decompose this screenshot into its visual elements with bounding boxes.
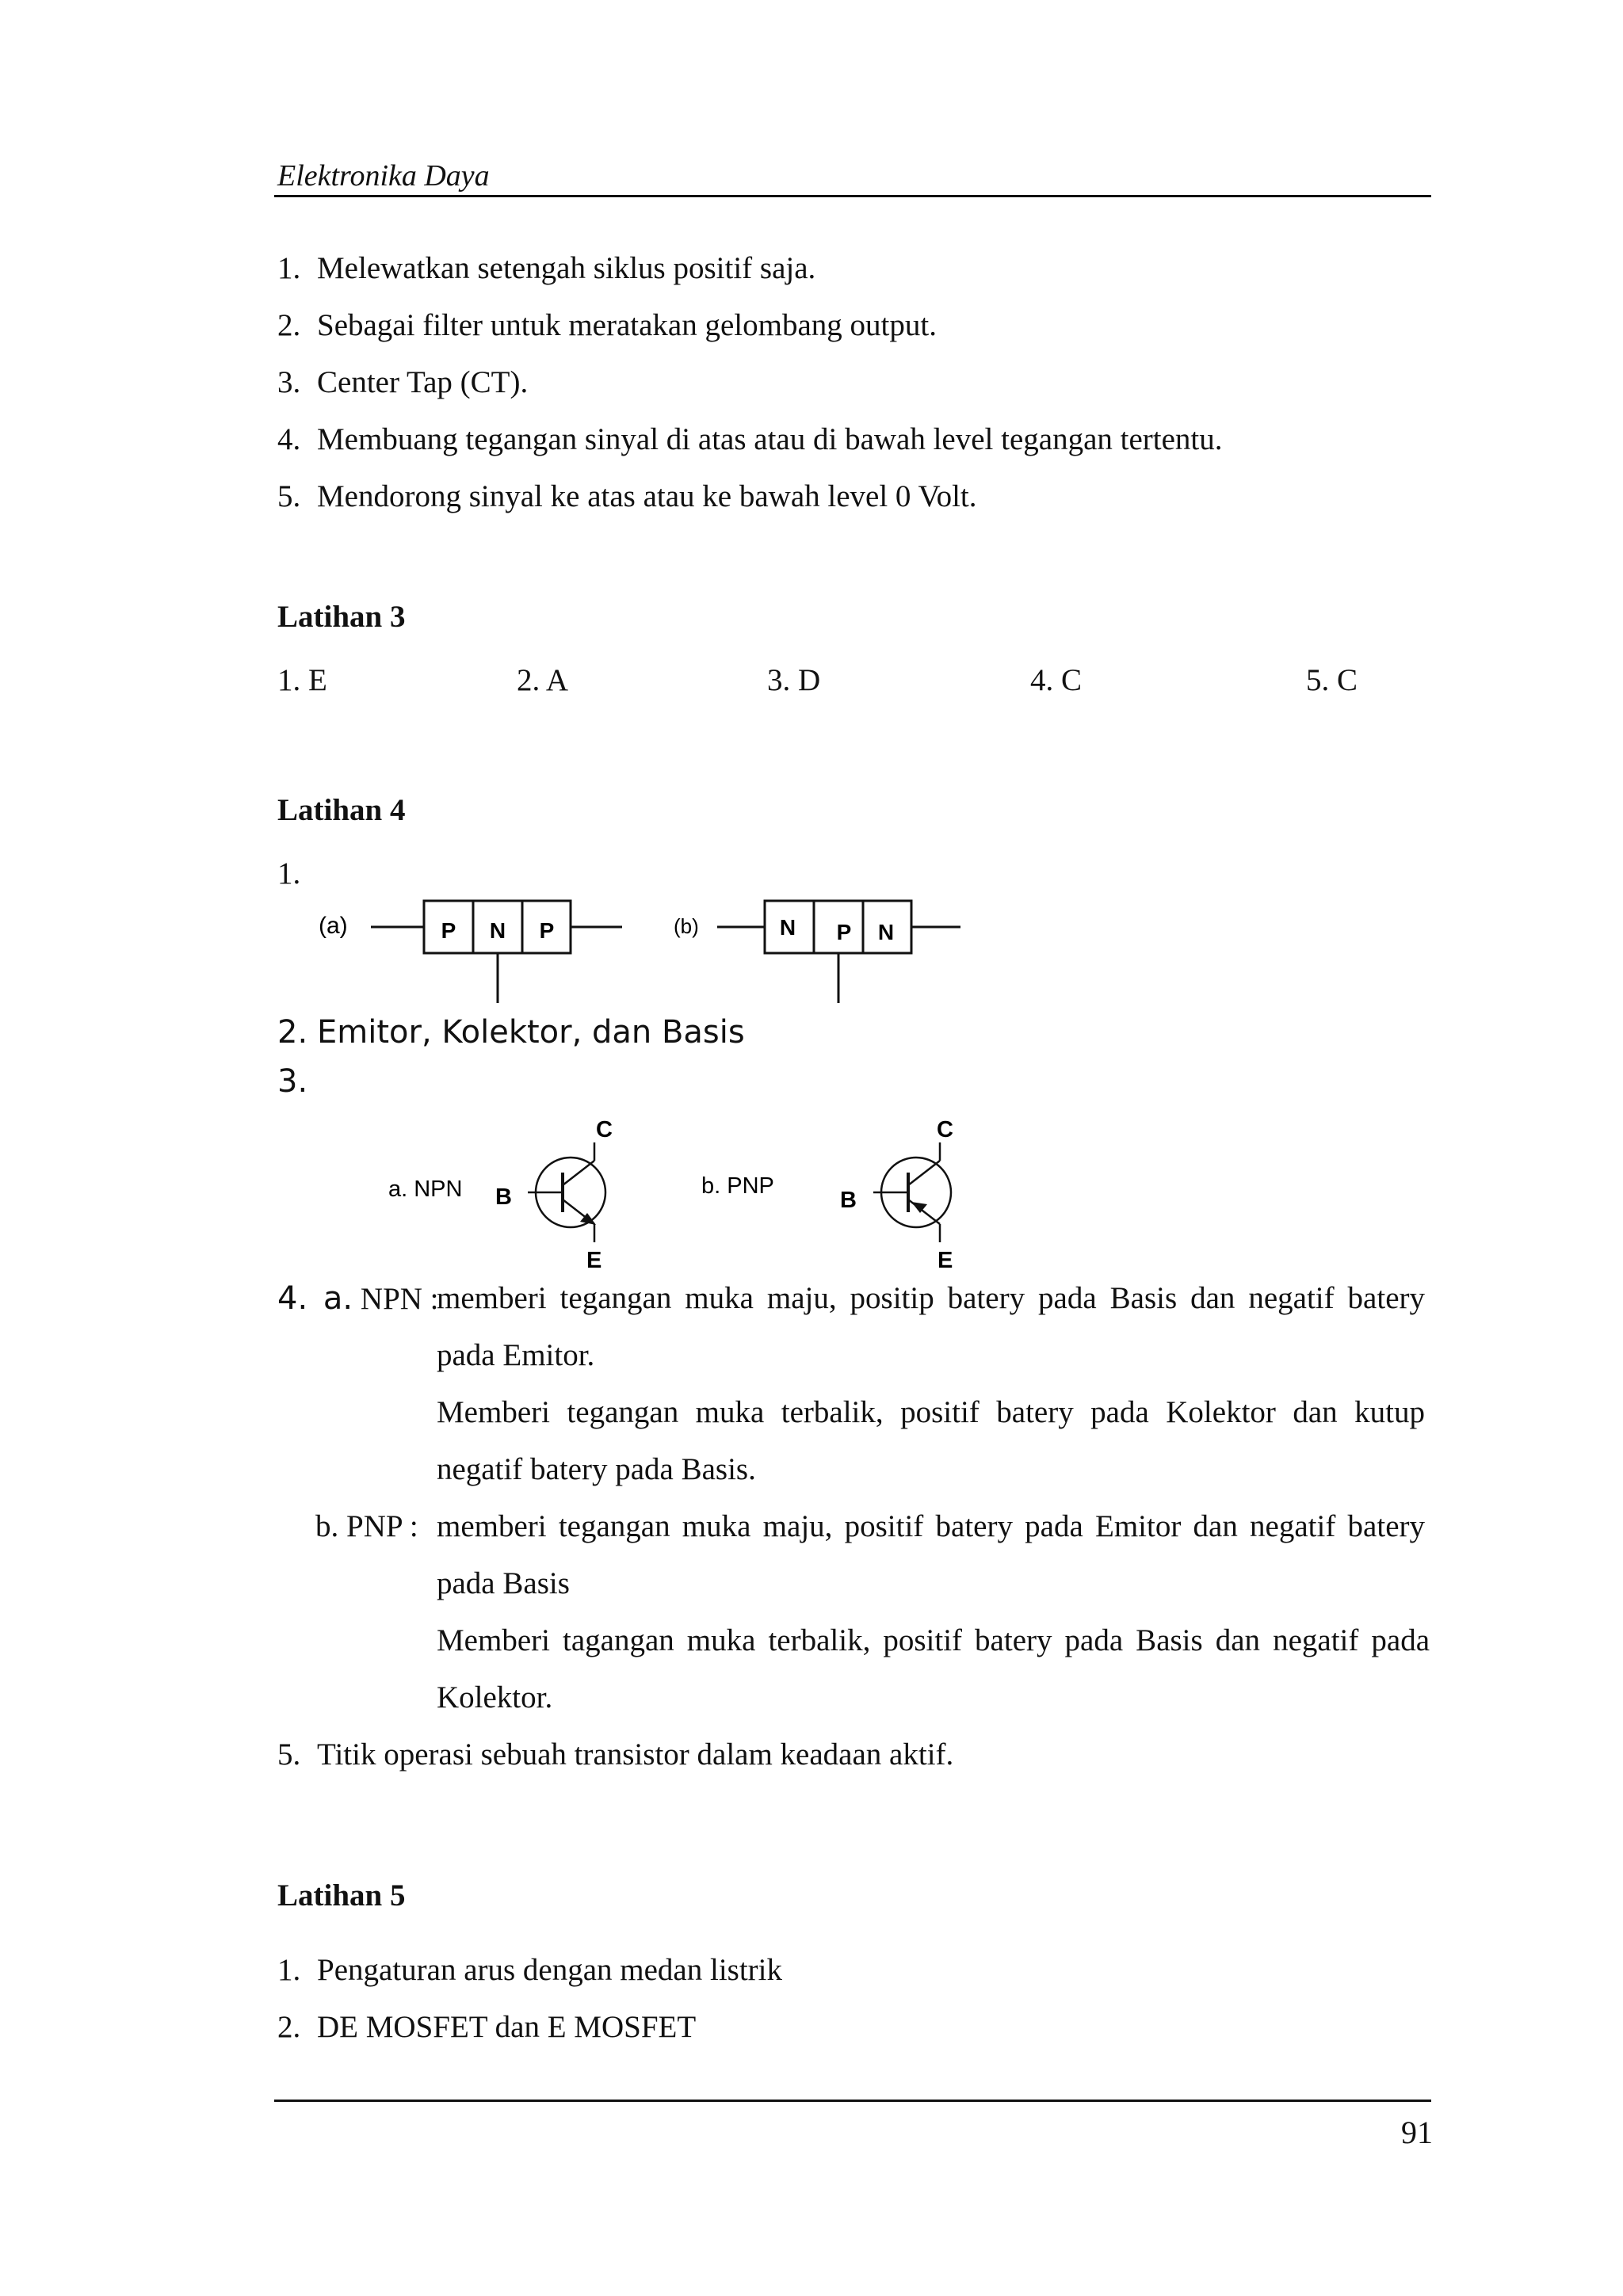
answer-item: 1. E (277, 663, 327, 697)
npn-base-label: B (495, 1184, 512, 1210)
item-4-a-text: Memberi tegangan muka terbalik, positif batery pada Kolektor dan kutup (437, 1395, 1425, 1429)
diagram-a-cell: P (539, 918, 555, 943)
item-4-a-text: negatif batery pada Basis. (437, 1452, 756, 1486)
npn-collector-line (563, 1161, 594, 1185)
item-4-b-text: Memberi tagangan muka terbalik, positif batery pada Basis dan negatif pada (437, 1623, 1430, 1657)
list-item: 5. Mendorong sinyal ke atas atau ke bawah level 0 Volt. (277, 479, 977, 513)
list-item: 3. Center Tap (CT). (277, 365, 529, 399)
npn-label: a. NPN (388, 1177, 463, 1202)
item-number: 1. (277, 856, 301, 891)
pnp-emitter-label: E (938, 1248, 953, 1273)
latihan-4-heading: Latihan 4 (277, 793, 406, 827)
diagram-b-cell: N (877, 920, 895, 944)
pnp-base-label: B (840, 1188, 857, 1213)
npn-emitter-label: E (586, 1248, 602, 1273)
item-4-b-text: memberi tegangan muka maju, positif batery pada Emitor dan negatif batery (437, 1509, 1425, 1543)
footer-rule (274, 2100, 1431, 2102)
running-header: Elektronika Daya (277, 159, 490, 193)
list-item: 5. Titik operasi sebuah transistor dalam keadaan aktif. (277, 1737, 954, 1772)
page-number: 91 (1401, 2115, 1433, 2150)
latihan-5-heading: Latihan 5 (277, 1878, 406, 1913)
item-4-a-prefix: a. (323, 1280, 353, 1317)
list-item: 1. Pengaturan arus dengan medan listrik (277, 1953, 782, 1987)
junction-diagrams (301, 887, 983, 1006)
item-4-b-text: Kolektor. (437, 1680, 553, 1714)
pnp-collector-label: C (937, 1117, 953, 1142)
pnp-label: b. PNP (701, 1173, 774, 1199)
npn-collector-label: C (596, 1117, 613, 1142)
item-4-a-text: pada Emitor. (437, 1338, 595, 1372)
list-item: 2. DE MOSFET dan E MOSFET (277, 2010, 697, 2044)
item-number: 3. (277, 1063, 308, 1100)
answer-item: 4. C (1030, 663, 1083, 697)
header-rule (274, 195, 1431, 197)
diagram-b-label: (b) (674, 914, 699, 938)
list-item: 1. Melewatkan setengah siklus positif saja. (277, 251, 816, 285)
answer-item: 3. D (767, 663, 821, 697)
diagram-a-label: (a) (319, 913, 348, 939)
diagram-a-cell: N (489, 918, 506, 943)
list-item: 2. Sebagai filter untuk meratakan gelombang output. (277, 308, 937, 342)
list-item: 2. Emitor, Kolektor, dan Basis (277, 1014, 745, 1051)
answer-item: 5. C (1306, 663, 1358, 697)
diagram-b-cell: P (836, 920, 852, 944)
latihan-3-heading: Latihan 3 (277, 600, 406, 634)
item-4-b-label: b. PNP : (315, 1509, 418, 1543)
item-4-line (277, 1280, 439, 1317)
item-number: 4. (277, 1280, 308, 1317)
list-item: 4. Membuang tegangan sinyal di atas atau di bawah level tegangan tertentu. (277, 422, 1223, 456)
answer-item: 2. A (517, 663, 569, 697)
item-4-a-text: memberi tegangan muka maju, positip batery pada Basis dan negatif batery (437, 1281, 1425, 1315)
diagram-a-cell: P (441, 918, 456, 943)
transistor-symbols (372, 1109, 991, 1276)
item-4-a-label: NPN : (360, 1282, 439, 1316)
item-4-b-text: pada Basis (437, 1566, 570, 1600)
pnp-collector-line (908, 1161, 940, 1185)
diagram-b-cell: N (779, 915, 796, 940)
